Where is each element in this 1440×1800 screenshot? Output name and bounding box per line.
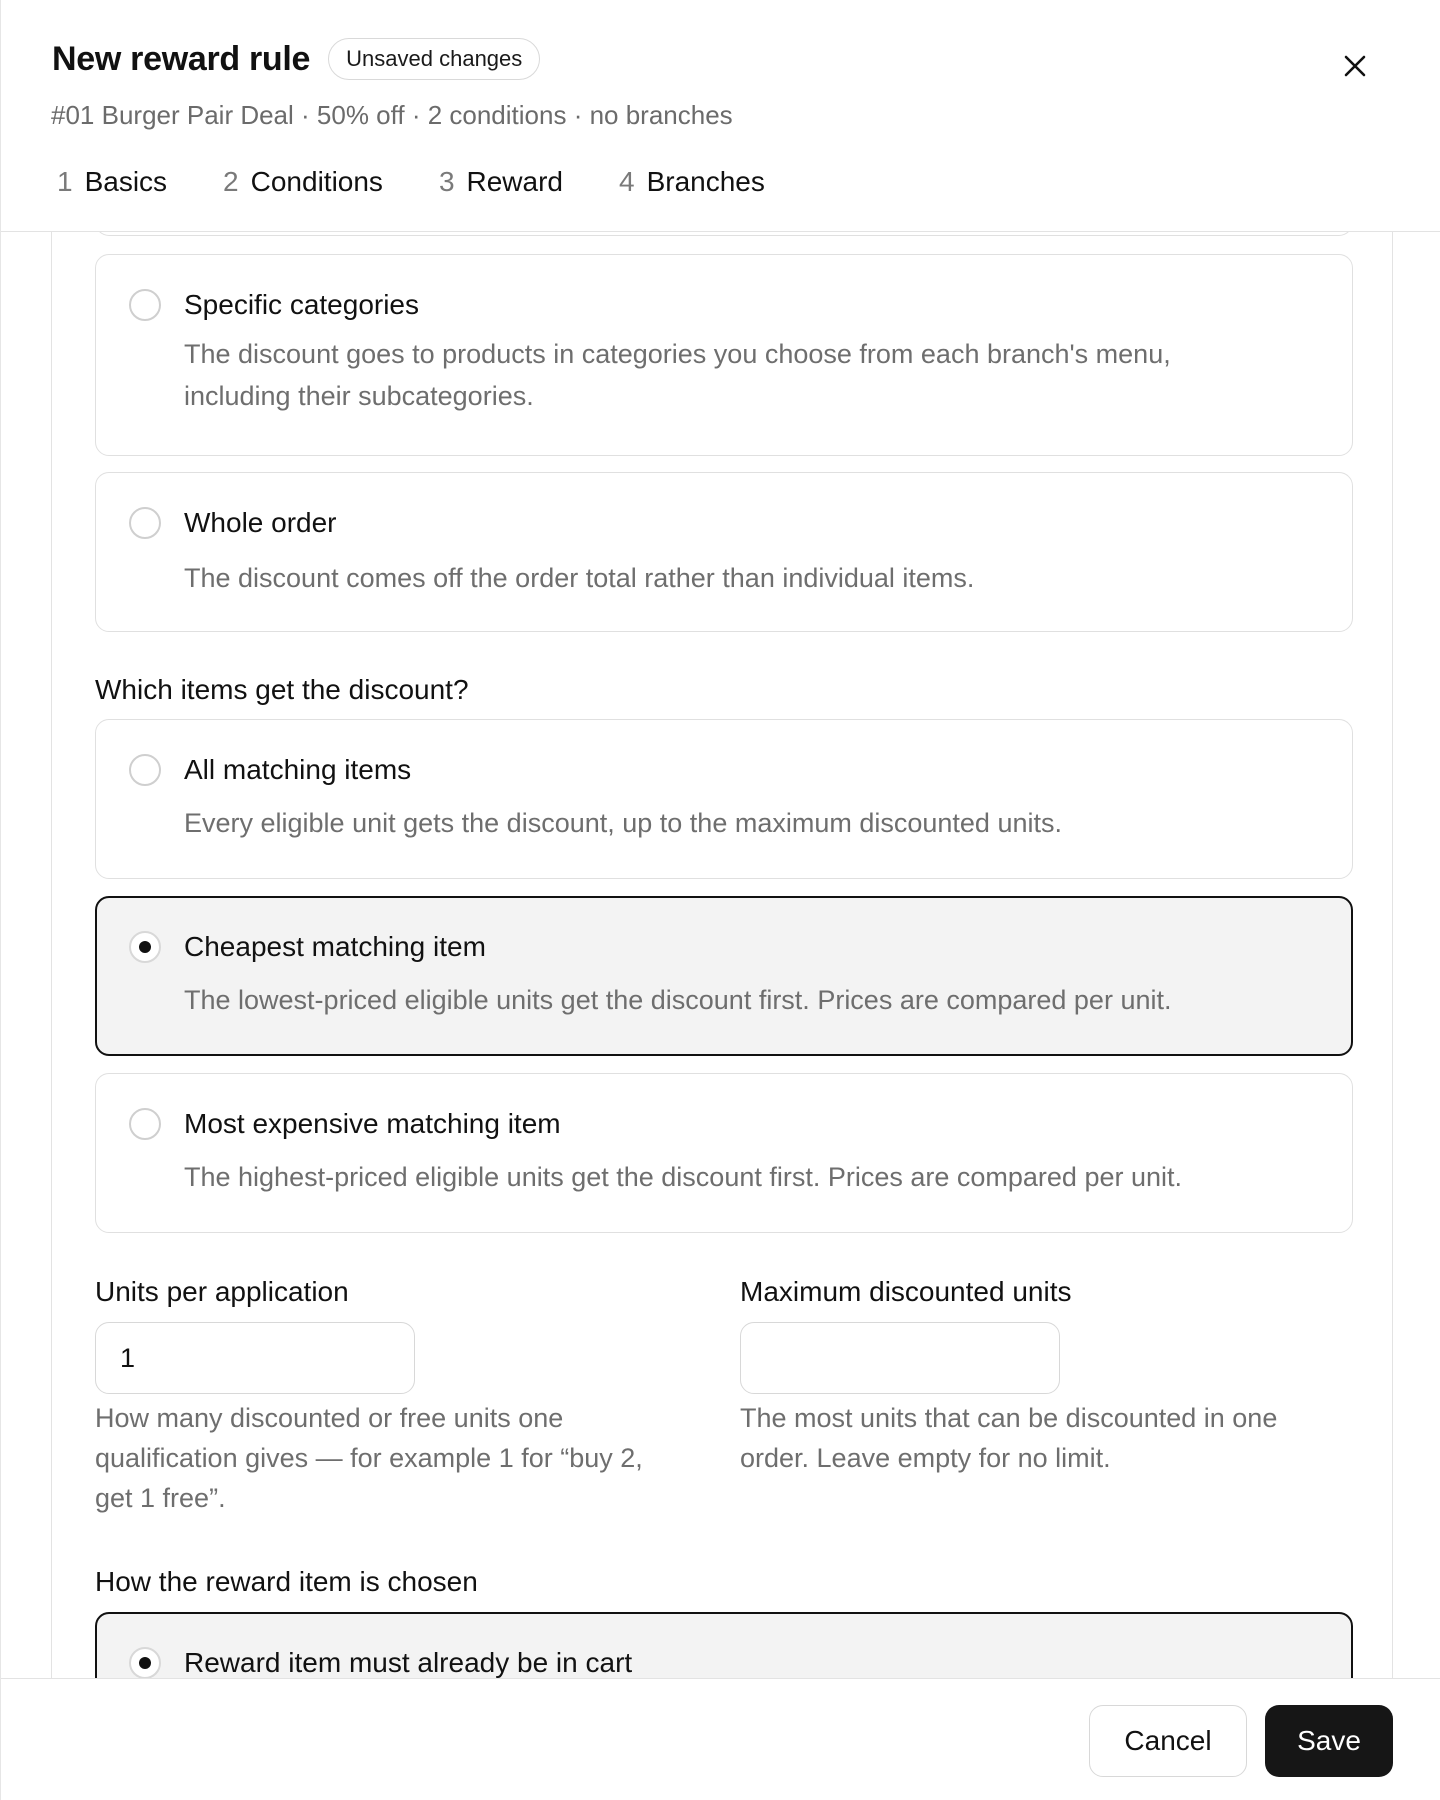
tab-number: 1: [57, 166, 73, 197]
section-heading: Which items get the discount?: [95, 674, 469, 705]
max-discounted-units-label: Maximum discounted units: [740, 1276, 1072, 1307]
save-button[interactable]: Save: [1265, 1705, 1393, 1777]
reward-section: [51, 232, 1393, 1678]
radio-button[interactable]: [129, 754, 161, 786]
tab-basics[interactable]: [57, 166, 167, 198]
option-description: The highest-priced eligible units get the discount first. Prices are compared per unit.: [184, 1162, 1183, 1192]
option-description: The lowest-priced eligible units get the discount first. Prices are compared per unit.: [184, 985, 1172, 1015]
option-title: Cheapest matching item: [184, 931, 486, 962]
option-description: The discount goes to products in categories you choose from each branch's menu, including their subcategories.: [184, 339, 1171, 411]
option-title: Most expensive matching item: [184, 1108, 561, 1139]
close-icon: [1343, 54, 1367, 78]
option-all-matching-items[interactable]: [95, 719, 1353, 879]
option-title: All matching items: [184, 754, 412, 785]
modal-footer: [1, 1678, 1440, 1800]
radio-button-selected[interactable]: [129, 931, 161, 963]
rule-summary: #01 Burger Pair Deal · 50% off · 2 conditions · no branches: [51, 100, 733, 130]
status-badge: Unsaved changes: [328, 38, 540, 80]
cancel-button[interactable]: Cancel: [1089, 1705, 1247, 1777]
tab-label: Basics: [84, 166, 168, 197]
option-description: The discount comes off the order total rather than individual items.: [184, 563, 975, 593]
tab-branches[interactable]: [619, 166, 765, 198]
units-per-application-input[interactable]: [95, 1322, 415, 1394]
option-title: Specific categories: [184, 289, 420, 320]
radio-button-selected[interactable]: [129, 1647, 161, 1678]
modal-header: [1, 0, 1440, 232]
page-title: New reward rule: [52, 39, 311, 78]
max-discounted-units-input[interactable]: [740, 1322, 1060, 1394]
option-whole-order[interactable]: [95, 472, 1353, 632]
radio-button[interactable]: [129, 289, 161, 321]
scroll-area[interactable]: [1, 232, 1440, 1678]
tab-reward[interactable]: [439, 166, 563, 198]
close-button[interactable]: [1337, 48, 1373, 84]
option-reward-in-cart[interactable]: [95, 1612, 1353, 1678]
radio-button[interactable]: [129, 1108, 161, 1140]
title-row: [52, 38, 540, 80]
option-description: Every eligible unit gets the discount, up to the maximum discounted units.: [184, 808, 1062, 838]
tab-label: Reward: [466, 166, 563, 197]
tab-number: 4: [619, 166, 635, 197]
step-tabs: [57, 166, 821, 198]
units-per-application-help: How many discounted or free units one qualification gives — for example 1 for “buy 2, get 1 free”.: [95, 1403, 643, 1513]
radio-button[interactable]: [129, 507, 161, 539]
units-per-application-label: Units per application: [95, 1276, 349, 1307]
tab-label: Branches: [646, 166, 765, 197]
section-heading: How the reward item is chosen: [95, 1566, 478, 1597]
tab-label: Conditions: [250, 166, 383, 197]
option-specific-categories[interactable]: [95, 254, 1353, 456]
tab-number: 3: [438, 166, 455, 197]
option-most-expensive-matching-item[interactable]: [95, 1073, 1353, 1233]
option-title: Reward item must already be in cart: [184, 1647, 633, 1678]
option-cheapest-matching-item[interactable]: [95, 896, 1353, 1056]
tab-number: 2: [223, 166, 239, 197]
tab-conditions[interactable]: [223, 166, 383, 198]
option-card-partial[interactable]: [95, 232, 1353, 236]
max-discounted-units-help: The most units that can be discounted in one order. Leave empty for no limit.: [740, 1403, 1278, 1473]
option-title: Whole order: [184, 507, 337, 538]
